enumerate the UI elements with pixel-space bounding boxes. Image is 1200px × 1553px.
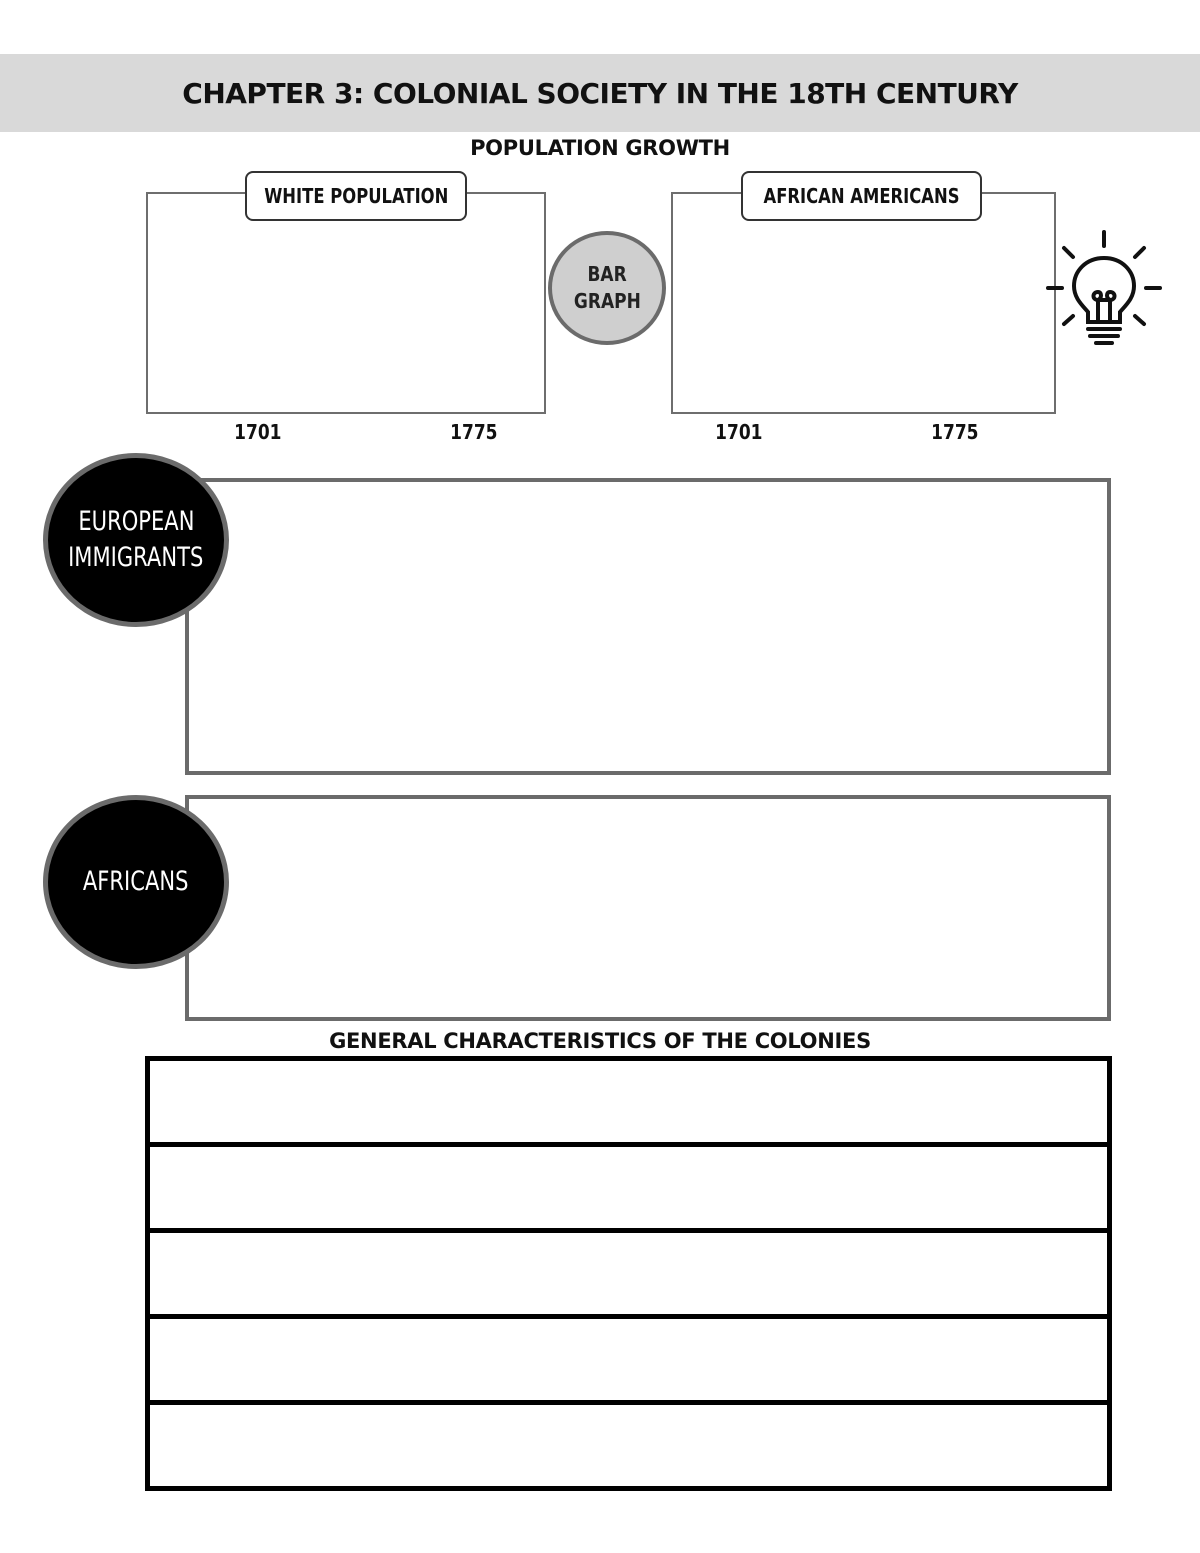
white-population-label	[245, 171, 467, 221]
table-row	[148, 1059, 1110, 1145]
title-bar	[0, 54, 1200, 132]
bar-graph-badge-line1: BAR	[587, 262, 627, 286]
european-immigrants-notes-box[interactable]	[185, 478, 1111, 775]
european-immigrants-line2: IMMIGRANTS	[68, 542, 204, 573]
africans-notes-box[interactable]	[185, 795, 1111, 1021]
european-immigrants-circle	[43, 453, 229, 627]
page-title: CHAPTER 3: COLONIAL SOCIETY IN THE 18TH CENTURY	[182, 76, 1018, 110]
table-row	[148, 1403, 1110, 1489]
characteristics-heading: GENERAL CHARACTERISTICS OF THE COLONIES	[329, 1029, 871, 1053]
african-americans-label	[741, 171, 982, 221]
bar-graph-badge-line2: GRAPH	[573, 289, 641, 313]
table-row	[148, 1317, 1110, 1403]
characteristics-line[interactable]	[148, 1059, 1110, 1145]
table-row	[148, 1231, 1110, 1317]
characteristics-line[interactable]	[148, 1231, 1110, 1317]
characteristics-line[interactable]	[148, 1145, 1110, 1231]
characteristics-table	[145, 1056, 1112, 1491]
white-population-label-text: WHITE POPULATION	[263, 184, 449, 208]
white-population-graph-area[interactable]	[146, 192, 546, 414]
characteristics-line[interactable]	[148, 1317, 1110, 1403]
africans-circle	[43, 795, 229, 969]
bar-graph-badge	[548, 231, 666, 345]
year-start-left: 1701	[234, 420, 282, 444]
african-americans-label-text: AFRICAN AMERICANS	[763, 184, 960, 208]
year-end-right: 1775	[931, 420, 979, 444]
population-heading: POPULATION GROWTH	[470, 136, 730, 160]
african-americans-graph-area[interactable]	[671, 192, 1056, 414]
table-row	[148, 1145, 1110, 1231]
year-end-left: 1775	[450, 420, 498, 444]
lightbulb-icon	[1042, 226, 1166, 354]
characteristics-line[interactable]	[148, 1403, 1110, 1489]
european-immigrants-line1: EUROPEAN	[77, 506, 195, 537]
year-start-right: 1701	[715, 420, 763, 444]
africans-label: AFRICANS	[83, 866, 189, 897]
